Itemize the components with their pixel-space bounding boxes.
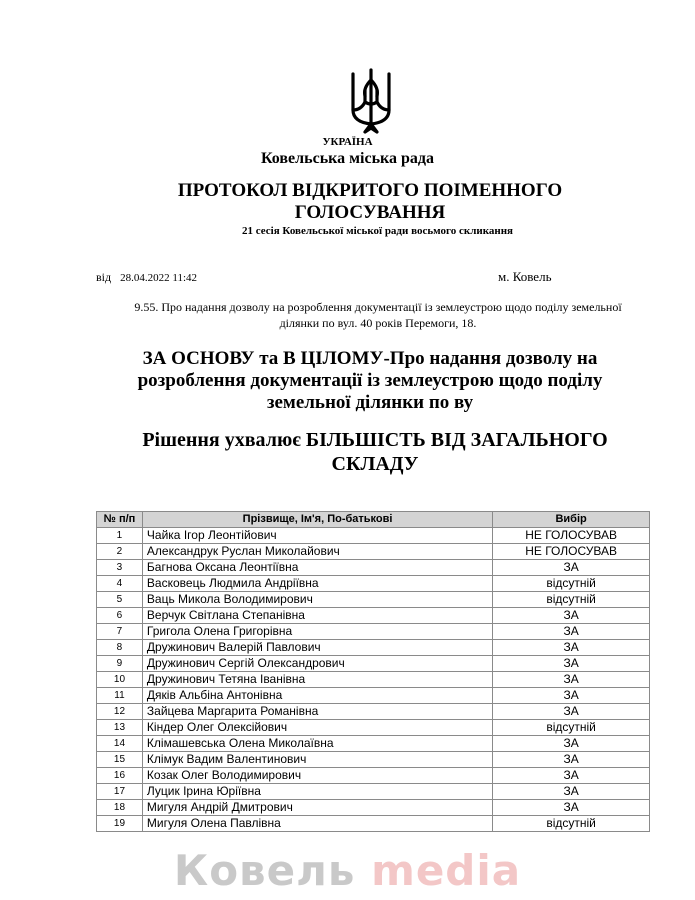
deputy-name: Козак Олег Володимирович — [142, 768, 492, 784]
vote-choice: ЗА — [493, 624, 650, 640]
table-row — [97, 656, 650, 672]
row-number: 7 — [97, 624, 143, 640]
column-header-name: Прізвище, Ім'я, По-батькові — [142, 512, 492, 528]
row-number: 6 — [97, 608, 143, 624]
table-row — [97, 736, 650, 752]
row-number: 2 — [97, 544, 143, 560]
table-row — [97, 560, 650, 576]
table-row — [97, 768, 650, 784]
table-row — [97, 688, 650, 704]
council-name: Ковельська міська рада — [261, 150, 434, 167]
date-label: від — [96, 270, 112, 284]
vote-choice: відсутній — [493, 592, 650, 608]
row-number: 14 — [97, 736, 143, 752]
row-number: 11 — [97, 688, 143, 704]
table-row — [97, 800, 650, 816]
vote-choice: ЗА — [493, 704, 650, 720]
deputy-name: Клімук Вадим Валентинович — [142, 752, 492, 768]
row-number: 10 — [97, 672, 143, 688]
deputy-name: Клімашевська Олена Миколаївна — [142, 736, 492, 752]
row-number: 1 — [97, 528, 143, 544]
table-row — [97, 816, 650, 832]
table-row — [97, 592, 650, 608]
deputy-name: Александрук Руслан Миколайович — [142, 544, 492, 560]
vote-choice: ЗА — [493, 688, 650, 704]
deputy-name: Зайцева Маргарита Романівна — [142, 704, 492, 720]
vote-choice: НЕ ГОЛОСУВАВ — [493, 544, 650, 560]
date-value: 28.04.2022 11:42 — [120, 272, 198, 284]
country-label: УКРАЇНА — [322, 136, 373, 148]
watermark-part-1: Ковель — [173, 846, 356, 895]
vote-choice: ЗА — [493, 752, 650, 768]
row-number: 17 — [97, 784, 143, 800]
table-row — [97, 640, 650, 656]
table-row — [97, 624, 650, 640]
row-number: 3 — [97, 560, 143, 576]
vote-choice: ЗА — [493, 736, 650, 752]
deputy-name: Дружинович Сергій Олександрович — [142, 656, 492, 672]
session-line: 21 сесія Ковельської міської ради восьмого скликання — [241, 225, 513, 237]
decision-text: Рішення ухвалює БІЛЬШІСТЬ ВІД ЗАГАЛЬНОГО СКЛАДУ — [142, 429, 608, 475]
table-row — [97, 752, 650, 768]
table-row — [97, 720, 650, 736]
watermark-logo — [0, 846, 695, 895]
table-row — [97, 672, 650, 688]
table-row — [97, 608, 650, 624]
votes-table — [96, 511, 650, 832]
deputy-name: Багнова Оксана Леонтіївна — [142, 560, 492, 576]
deputy-name: Дружинович Тетяна Іванівна — [142, 672, 492, 688]
vote-choice: ЗА — [493, 656, 650, 672]
row-number: 18 — [97, 800, 143, 816]
deputy-name: Верчук Світлана Степанівна — [142, 608, 492, 624]
vote-choice: відсутній — [493, 720, 650, 736]
deputy-name: Кіндер Олег Олексійович — [142, 720, 492, 736]
row-number: 15 — [97, 752, 143, 768]
deputy-name: Луцик Ірина Юріївна — [142, 784, 492, 800]
document-title: ПРОТОКОЛ ВІДКРИТОГО ПОІМЕННОГО ГОЛОСУВАННЯ — [177, 180, 563, 223]
date-line — [96, 270, 197, 285]
vote-basis: ЗА ОСНОВУ та В ЦІЛОМУ-Про надання дозволу на розроблення документації із землеустрою щодо поділу земельної ділянки по ву — [137, 348, 603, 413]
vote-choice: ЗА — [493, 608, 650, 624]
column-header-choice: Вибір — [493, 512, 650, 528]
deputy-name: Мигуля Олена Павлівна — [142, 816, 492, 832]
table-row — [97, 528, 650, 544]
city-label: м. Ковель — [498, 269, 552, 284]
row-number: 4 — [97, 576, 143, 592]
deputy-name: Ваць Микола Володимирович — [142, 592, 492, 608]
table-header-row — [97, 512, 650, 528]
row-number: 12 — [97, 704, 143, 720]
watermark-part-2: media — [371, 846, 522, 895]
vote-choice: НЕ ГОЛОСУВАВ — [493, 528, 650, 544]
row-number: 8 — [97, 640, 143, 656]
vote-choice: ЗА — [493, 560, 650, 576]
deputy-name: Дяків Альбіна Антонівна — [142, 688, 492, 704]
table-row — [97, 544, 650, 560]
deputy-name: Дружинович Валерій Павлович — [142, 640, 492, 656]
vote-choice: ЗА — [493, 640, 650, 656]
deputy-name: Васковець Людмила Андріївна — [142, 576, 492, 592]
vote-choice: ЗА — [493, 672, 650, 688]
row-number: 19 — [97, 816, 143, 832]
deputy-name: Григола Олена Григорівна — [142, 624, 492, 640]
row-number: 5 — [97, 592, 143, 608]
deputy-name: Чайка Ігор Леонтійович — [142, 528, 492, 544]
column-header-number: № п/п — [97, 512, 143, 528]
vote-choice: відсутній — [493, 816, 650, 832]
vote-choice: ЗА — [493, 800, 650, 816]
table-row — [97, 784, 650, 800]
row-number: 9 — [97, 656, 143, 672]
tryzub-icon — [347, 66, 395, 136]
vote-choice: відсутній — [493, 576, 650, 592]
table-row — [97, 576, 650, 592]
table-row — [97, 704, 650, 720]
row-number: 13 — [97, 720, 143, 736]
agenda-item: 9.55. Про надання дозволу на розроблення документації із землеустрою щодо поділу земельної ділянки по вул. 40 років Перемоги, 18. — [134, 300, 622, 330]
vote-choice: ЗА — [493, 768, 650, 784]
deputy-name: Мигуля Андрій Дмитрович — [142, 800, 492, 816]
row-number: 16 — [97, 768, 143, 784]
vote-choice: ЗА — [493, 784, 650, 800]
